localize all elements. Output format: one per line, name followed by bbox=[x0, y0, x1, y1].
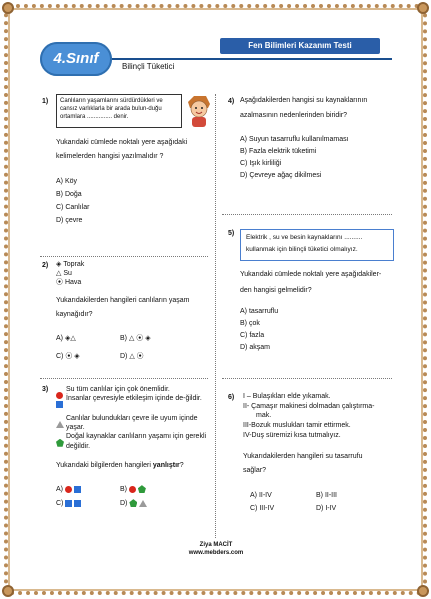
grade-badge: 4.Sınıf bbox=[40, 42, 112, 76]
q5-option-c[interactable]: C) fazla bbox=[240, 332, 265, 339]
child-face-icon bbox=[186, 94, 212, 128]
q6-item-2: II- Çamaşır makinesi dolmadan çalıştırma- bbox=[243, 403, 375, 410]
header-rule bbox=[112, 58, 392, 60]
q6-stem-line1: Yukarıdakilerden hangileri su tasarrufu bbox=[243, 453, 363, 460]
test-title: Fen Bilimleri Kazanım Testi bbox=[220, 38, 380, 54]
q4-option-b[interactable]: B) Fazla elektrik tüketimi bbox=[240, 148, 317, 155]
q5-stem-line1: Yukarıdaki cümlede noktalı yere aşağıdakiler- bbox=[240, 271, 382, 278]
q3-item-3: Canlılar bulundukları çevre ile uyum içinde yaşar. bbox=[66, 415, 198, 431]
q6-item-2-cont: mak. bbox=[256, 412, 272, 419]
soil-symbol-icon: ◈ bbox=[56, 261, 62, 268]
q6-option-d[interactable]: D) I-IV bbox=[316, 505, 337, 512]
q1-option-c[interactable]: C) Canlılar bbox=[56, 204, 90, 211]
q4-stem-line1: Aşağıdakilerden hangisi su kaynaklarının bbox=[240, 97, 368, 104]
q5-box-line2: kullanmak için bilinçli tüketici olmalıyız. bbox=[246, 246, 358, 253]
corner-knot-icon bbox=[2, 585, 14, 597]
q3-stem: Yukarıdaki bilgilerden hangileri yanlıştır? bbox=[56, 462, 184, 469]
blue-square-icon bbox=[74, 486, 81, 493]
question-number: 6) bbox=[228, 394, 235, 401]
topic-label: Bilinçli Tüketici bbox=[122, 62, 175, 71]
question-number: 3) bbox=[42, 386, 49, 393]
q6-item-1: I – Bulaşıkları elde yıkamak. bbox=[243, 393, 331, 400]
q5-option-d[interactable]: D) akşam bbox=[240, 344, 270, 351]
q6-option-a[interactable]: A) II-IV bbox=[250, 492, 272, 499]
blue-square-icon bbox=[56, 396, 63, 414]
q1-option-a[interactable]: A) Köy bbox=[56, 178, 78, 185]
q5-option-b[interactable]: B) çok bbox=[240, 320, 260, 327]
q2-stem-line2: kaynağıdır? bbox=[56, 311, 93, 318]
q2-option-c[interactable]: C) ⦿ ◈ bbox=[56, 353, 80, 360]
legend-soil: Toprak bbox=[63, 261, 85, 268]
blue-square-icon bbox=[65, 500, 72, 507]
q6-item-4: IV-Duş süremizi kısa tutmalıyız. bbox=[243, 432, 341, 439]
q3-option-a[interactable]: A) bbox=[56, 484, 81, 496]
q3-option-d[interactable]: D) bbox=[120, 498, 147, 510]
question-separator bbox=[40, 378, 208, 379]
q5-box-line1: Elektrik , su ve besin kaynaklarını .......... bbox=[246, 234, 363, 241]
green-pentagon-icon bbox=[56, 434, 64, 452]
q6-stem-line2: sağlar? bbox=[243, 467, 266, 474]
green-pentagon-icon bbox=[138, 485, 146, 493]
legend-air: Hava bbox=[64, 279, 82, 286]
q5-option-a[interactable]: A) tasarruflu bbox=[240, 308, 279, 315]
corner-knot-icon bbox=[2, 2, 14, 14]
q1-stem-line1: Yukarıdaki cümlede noktalı yere aşağıdaki bbox=[56, 139, 188, 146]
legend-water: Su bbox=[63, 270, 72, 277]
water-symbol-icon: △ bbox=[56, 270, 62, 277]
website-link[interactable]: www.mebders.com bbox=[188, 550, 244, 556]
grey-triangle-icon bbox=[139, 500, 147, 507]
q4-option-c[interactable]: C) Işık kirliliği bbox=[240, 160, 282, 167]
q6-option-b[interactable]: B) II-III bbox=[316, 492, 337, 499]
blue-square-icon bbox=[74, 500, 81, 507]
q3-option-b[interactable]: B) bbox=[120, 484, 146, 496]
question-separator bbox=[40, 256, 208, 257]
question-number: 4) bbox=[228, 98, 235, 105]
question-number: 2) bbox=[42, 262, 49, 269]
column-divider bbox=[215, 94, 216, 538]
speech-bubble: Canlıların yaşamlarını sürdürdükleri ve cansız varlıklarla bir arada bulun-duğu ortamlara ............... denir. bbox=[56, 94, 182, 128]
q1-stem-line2: kelimelerden hangisi yazılmalıdır ? bbox=[56, 153, 164, 160]
q4-option-d[interactable]: D) Çevreye ağaç dikilmesi bbox=[240, 172, 322, 179]
q2-option-d[interactable]: D) △ ⦿ bbox=[120, 353, 144, 360]
q6-option-c[interactable]: C) III-IV bbox=[250, 505, 275, 512]
q1-option-b[interactable]: B) Doğa bbox=[56, 191, 82, 198]
q4-option-a[interactable]: A) Suyun tasarruflu kullanılmaması bbox=[240, 136, 349, 143]
q3-item-2: İnsanlar çevresiyle etkileşim içinde de-ğildir. bbox=[66, 395, 202, 402]
q1-option-d[interactable]: D) çevre bbox=[56, 217, 83, 224]
question-number: 5) bbox=[228, 230, 235, 237]
air-symbol-icon: ⦿ bbox=[56, 279, 63, 286]
corner-knot-icon bbox=[417, 2, 429, 14]
q2-stem-line1: Yukarıdakilerden hangileri canlıların yaşam bbox=[56, 297, 190, 304]
red-circle-icon bbox=[65, 486, 72, 493]
question-separator bbox=[222, 214, 392, 215]
q3-item-4: Doğal kaynaklar canlıların yaşamı için gerekli değildir. bbox=[66, 433, 207, 450]
corner-knot-icon bbox=[417, 585, 429, 597]
question-number: 1) bbox=[42, 98, 49, 105]
green-pentagon-icon bbox=[129, 499, 137, 507]
q3-stem-emphasis: yanlıştır bbox=[152, 462, 180, 469]
red-circle-icon bbox=[129, 486, 136, 493]
author-name: Ziya MACİT bbox=[199, 542, 233, 548]
q2-option-a[interactable]: A) ◈△ bbox=[56, 335, 76, 342]
q4-stem-line2: azalmasının nedenlerinden biridir? bbox=[240, 112, 348, 119]
q5-statement-box bbox=[240, 229, 394, 261]
question-separator bbox=[222, 378, 392, 379]
q3-item-1: Su tüm canlılar için çok önemlidir. bbox=[66, 386, 170, 393]
q6-item-3: III-Bozuk muslukları tamir ettirmek. bbox=[243, 422, 351, 429]
grey-triangle-icon bbox=[56, 416, 64, 434]
q3-option-c[interactable]: C) bbox=[56, 498, 81, 510]
q5-stem-line2: den hangisi gelmelidir? bbox=[240, 287, 312, 294]
q2-option-b[interactable]: B) △ ⦿ ◈ bbox=[120, 335, 151, 342]
